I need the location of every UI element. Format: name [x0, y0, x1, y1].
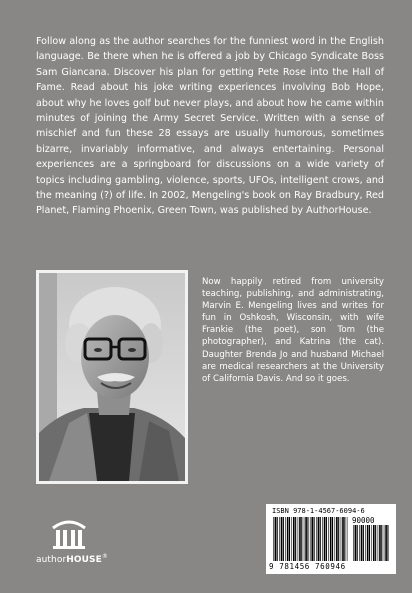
- barcode-bar: [328, 517, 329, 561]
- barcode-bar: [324, 517, 326, 561]
- barcode-bar: [347, 517, 348, 561]
- barcode-digits: 9 781456 760946: [269, 562, 346, 571]
- author-photo: [36, 270, 188, 484]
- barcode-bar: [281, 517, 283, 561]
- barcode-bar: [379, 525, 381, 561]
- barcode-bar: [375, 525, 376, 561]
- barcode-bar: [279, 517, 280, 561]
- barcode-bar: [322, 517, 323, 561]
- barcode-bar: [387, 525, 388, 561]
- barcode-bar: [361, 525, 363, 561]
- addon-barcode-icon: [352, 525, 390, 561]
- barcode-bar: [314, 517, 315, 561]
- barcode-bar: [295, 517, 296, 561]
- barcode-bar: [367, 525, 369, 561]
- barcode-bar: [307, 517, 308, 561]
- barcode-bar: [326, 517, 327, 561]
- publisher-name: authorHOUSE®: [36, 553, 108, 565]
- barcode-bar: [373, 525, 375, 561]
- barcode-bar: [342, 517, 344, 561]
- barcode-bar: [293, 517, 295, 561]
- barcode-bar: [381, 525, 382, 561]
- barcode-bar: [341, 517, 342, 561]
- barcode-bar: [277, 517, 278, 561]
- barcode-bar: [363, 525, 364, 561]
- barcode-bar: [291, 517, 292, 561]
- barcode-bar: [371, 525, 372, 561]
- barcode-bar: [369, 525, 370, 561]
- barcode-bar: [301, 517, 302, 561]
- barcode-bar: [344, 517, 345, 561]
- barcode-bar: [320, 517, 321, 561]
- barcode-bar: [332, 517, 333, 561]
- barcode-bar: [304, 517, 305, 561]
- barcode-bar: [355, 525, 357, 561]
- barcode-bar: [285, 517, 286, 561]
- barcode-bar: [338, 517, 339, 561]
- isbn-barcode: [266, 504, 396, 574]
- barcode-bar: [318, 517, 320, 561]
- publisher-logo: [36, 514, 108, 572]
- barcode-bar: [353, 525, 354, 561]
- barcode-bar: [357, 525, 358, 561]
- barcode-bar: [289, 517, 290, 561]
- barcode-bar: [305, 517, 307, 561]
- barcode-bar: [299, 517, 301, 561]
- isbn-label: ISBN 978-1-4567-6094-6: [272, 507, 365, 515]
- barcode-bar: [311, 517, 313, 561]
- barcode-bar: [273, 517, 274, 561]
- author-portrait-icon: [39, 273, 185, 481]
- barcode-bar: [385, 525, 387, 561]
- ean-barcode-icon: [272, 517, 348, 561]
- barcode-bar: [359, 525, 360, 561]
- barcode-bar: [384, 525, 385, 561]
- book-blurb: Follow along as the author searches for the funniest word in the English language. Be there when he is offered a job by Chicago Syndicate Boss Sam Giancana. Discover his plan for getting Pete Rose into the Hall of Fame. Read about his joke writing experiences involving Bob Hope, about why he loves golf but never plays, and about how he came within minutes of joining the Army Secret Service. Written with a sense of mischief and fun these 28 essays are usually humorous, sometimes bizarre, invariably informative, and always entertaining. Personal experiences are a springboard for discussions on a wide variety of topics including gambling, violence, sports, UFOs, intelligent crows, and the meaning (?) of life. In 2002, Mengeling's book on Ray Bradbury, Red Planet, Flaming Phoenix, Green Town, was published by AuthorHouse.: [36, 36, 384, 217]
- barcode-bar: [287, 517, 289, 561]
- price-code: 90000: [352, 516, 375, 525]
- barcode-bar: [378, 525, 379, 561]
- barcode-bar: [275, 517, 277, 561]
- author-bio: Now happily retired from university teaching, publishing, and administrating, Marvin E. Mengeling lives and writes for fun in Oshkosh, Wisconsin, with wife Frankie (the poet), son Tom (the photographer), and Katrina (the cat). Daughter Brenda Jo and husband Michael are medical researchers at the University of California Davis. And so it goes.: [202, 277, 384, 384]
- barcode-bar: [310, 517, 311, 561]
- barcode-bar: [336, 517, 338, 561]
- barcode-bar: [365, 525, 366, 561]
- barcode-bar: [335, 517, 336, 561]
- barcode-bar: [316, 517, 317, 561]
- barcode-bar: [298, 517, 299, 561]
- barcode-bar: [283, 517, 284, 561]
- barcode-bar: [330, 517, 332, 561]
- authorhouse-book-logo-icon: [49, 514, 89, 550]
